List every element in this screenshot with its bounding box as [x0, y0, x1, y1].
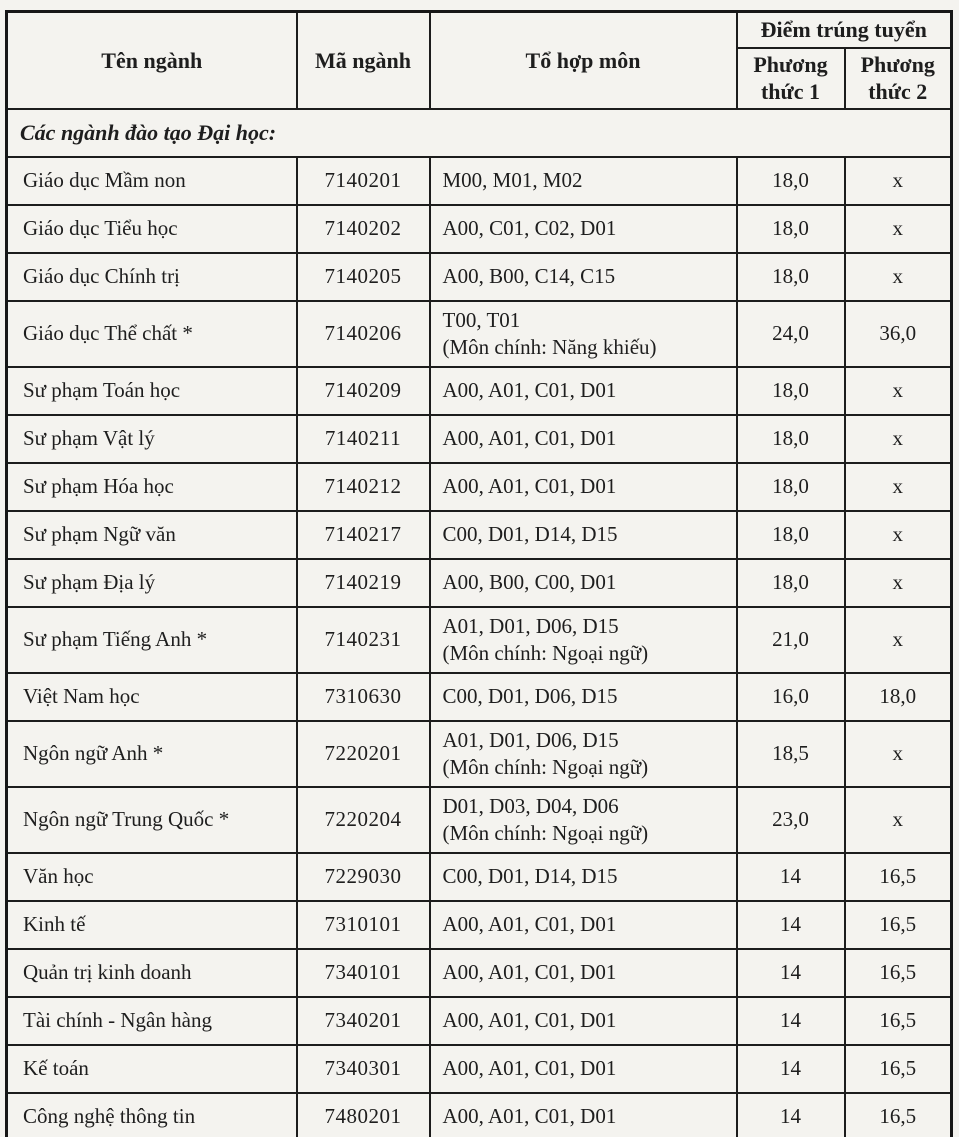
table-row	[7, 205, 952, 253]
table-row	[7, 721, 952, 787]
score-method1-cell: 21,0	[737, 607, 845, 673]
subject-combo-cell	[430, 673, 737, 721]
combo-main-subject-note: (Môn chính: Ngoại ngữ)	[442, 754, 649, 779]
table-row	[7, 301, 952, 367]
score-method1-cell: 18,0	[737, 157, 845, 205]
table-body	[7, 109, 952, 1137]
score-method2-cell: 16,5	[845, 853, 952, 901]
major-code-cell: 7340201	[297, 997, 430, 1045]
major-code-cell: 7310630	[297, 673, 430, 721]
col-header-ma-nganh: Mã ngành	[297, 12, 430, 109]
score-method1-cell: 14	[737, 853, 845, 901]
table-row	[7, 787, 952, 853]
major-name-cell: Giáo dục Chính trị	[7, 253, 297, 301]
major-code-cell: 7140217	[297, 511, 430, 559]
subject-combo-cell	[430, 367, 737, 415]
section-title: Các ngành đào tạo Đại học:	[7, 109, 952, 157]
score-method2-cell: 16,5	[845, 949, 952, 997]
score-method1-cell: 24,0	[737, 301, 845, 367]
subject-combo-cell	[430, 559, 737, 607]
col-header-diem-trung-tuyen: Điểm trúng tuyển	[737, 12, 952, 48]
table-row	[7, 367, 952, 415]
combo-codes: A00, A01, C01, D01	[442, 960, 617, 985]
score-method2-cell: 16,5	[845, 901, 952, 949]
major-name-cell: Kinh tế	[7, 901, 297, 949]
major-name-cell: Việt Nam học	[7, 673, 297, 721]
major-code-cell: 7140231	[297, 607, 430, 673]
score-method2-cell: 18,0	[845, 673, 952, 721]
major-code-cell: 7340101	[297, 949, 430, 997]
score-method2-cell: x	[845, 157, 952, 205]
combo-codes: A00, A01, C01, D01	[442, 912, 617, 937]
score-method1-cell: 23,0	[737, 787, 845, 853]
header-row-1	[7, 12, 952, 48]
major-code-cell: 7480201	[297, 1093, 430, 1137]
score-method2-cell: x	[845, 415, 952, 463]
table-row	[7, 1093, 952, 1137]
subject-combo-cell	[430, 301, 737, 367]
table-row	[7, 559, 952, 607]
col-header-phuong-thuc-2: Phương thức 2	[845, 48, 952, 109]
major-name-cell: Sư phạm Tiếng Anh *	[7, 607, 297, 673]
major-name-cell: Sư phạm Địa lý	[7, 559, 297, 607]
score-method2-cell: 16,5	[845, 1045, 952, 1093]
score-method1-cell: 18,0	[737, 415, 845, 463]
subject-combo-cell	[430, 511, 737, 559]
table-row	[7, 607, 952, 673]
major-code-cell: 7220201	[297, 721, 430, 787]
table-row	[7, 673, 952, 721]
score-method1-cell: 18,0	[737, 253, 845, 301]
major-code-cell: 7140211	[297, 415, 430, 463]
table-header	[7, 12, 952, 109]
subject-combo-cell	[430, 787, 737, 853]
table-row	[7, 415, 952, 463]
combo-codes: A01, D01, D06, D15	[442, 614, 619, 639]
subject-combo-cell	[430, 463, 737, 511]
score-method1-cell: 18,0	[737, 367, 845, 415]
subject-combo-cell	[430, 607, 737, 673]
score-method1-cell: 14	[737, 1093, 845, 1137]
major-code-cell: 7140201	[297, 157, 430, 205]
score-method1-cell: 14	[737, 997, 845, 1045]
major-code-cell: 7220204	[297, 787, 430, 853]
major-name-cell: Tài chính - Ngân hàng	[7, 997, 297, 1045]
combo-main-subject-note: (Môn chính: Ngoại ngữ)	[442, 820, 649, 845]
combo-codes: A00, A01, C01, D01	[442, 1008, 617, 1033]
combo-codes: T00, T01	[442, 308, 521, 333]
major-code-cell: 7140209	[297, 367, 430, 415]
score-method2-cell: 16,5	[845, 1093, 952, 1137]
table-row	[7, 853, 952, 901]
combo-codes: C00, D01, D14, D15	[442, 864, 618, 889]
combo-codes: A00, A01, C01, D01	[442, 1104, 617, 1129]
combo-main-subject-note: (Môn chính: Năng khiếu)	[442, 334, 657, 359]
subject-combo-cell	[430, 853, 737, 901]
major-name-cell: Giáo dục Mầm non	[7, 157, 297, 205]
score-method1-cell: 18,0	[737, 511, 845, 559]
score-method2-cell: 16,5	[845, 997, 952, 1045]
table-row	[7, 511, 952, 559]
combo-codes: C00, D01, D06, D15	[442, 684, 618, 709]
section-row	[7, 109, 952, 157]
major-name-cell: Sư phạm Vật lý	[7, 415, 297, 463]
major-name-cell: Công nghệ thông tin	[7, 1093, 297, 1137]
col-header-phuong-thuc-1: Phương thức 1	[737, 48, 845, 109]
subject-combo-cell	[430, 901, 737, 949]
score-method2-cell: x	[845, 205, 952, 253]
subject-combo-cell	[430, 1045, 737, 1093]
combo-codes: A01, D01, D06, D15	[442, 728, 619, 753]
combo-codes: M00, M01, M02	[442, 168, 583, 193]
combo-codes: A00, B00, C14, C15	[442, 264, 616, 289]
score-method2-cell: x	[845, 511, 952, 559]
col-header-to-hop-mon: Tổ hợp môn	[430, 12, 737, 109]
admission-score-table	[5, 10, 953, 1137]
score-method2-cell: 36,0	[845, 301, 952, 367]
subject-combo-cell	[430, 721, 737, 787]
major-name-cell: Ngôn ngữ Trung Quốc *	[7, 787, 297, 853]
major-code-cell: 7140206	[297, 301, 430, 367]
table-row	[7, 949, 952, 997]
major-code-cell: 7140202	[297, 205, 430, 253]
table-row	[7, 901, 952, 949]
combo-codes: C00, D01, D14, D15	[442, 522, 618, 547]
major-name-cell: Văn học	[7, 853, 297, 901]
combo-codes: A00, A01, C01, D01	[442, 474, 617, 499]
table-row	[7, 1045, 952, 1093]
score-method1-cell: 18,0	[737, 463, 845, 511]
major-name-cell: Sư phạm Toán học	[7, 367, 297, 415]
combo-main-subject-note: (Môn chính: Ngoại ngữ)	[442, 640, 649, 665]
score-method1-cell: 14	[737, 949, 845, 997]
score-method1-cell: 14	[737, 1045, 845, 1093]
subject-combo-cell	[430, 157, 737, 205]
score-method2-cell: x	[845, 253, 952, 301]
score-method2-cell: x	[845, 787, 952, 853]
score-method2-cell: x	[845, 559, 952, 607]
table-row	[7, 253, 952, 301]
col-header-ten-nganh: Tên ngành	[7, 12, 297, 109]
subject-combo-cell	[430, 253, 737, 301]
combo-codes: A00, A01, C01, D01	[442, 1056, 617, 1081]
table-row	[7, 997, 952, 1045]
combo-codes: D01, D03, D04, D06	[442, 794, 619, 819]
subject-combo-cell	[430, 205, 737, 253]
score-method1-cell: 14	[737, 901, 845, 949]
score-method1-cell: 16,0	[737, 673, 845, 721]
major-name-cell: Kế toán	[7, 1045, 297, 1093]
major-code-cell: 7340301	[297, 1045, 430, 1093]
score-method2-cell: x	[845, 367, 952, 415]
major-code-cell: 7140212	[297, 463, 430, 511]
major-name-cell: Giáo dục Thể chất *	[7, 301, 297, 367]
major-code-cell: 7310101	[297, 901, 430, 949]
subject-combo-cell	[430, 997, 737, 1045]
major-name-cell: Ngôn ngữ Anh *	[7, 721, 297, 787]
table-row	[7, 463, 952, 511]
subject-combo-cell	[430, 1093, 737, 1137]
score-method2-cell: x	[845, 607, 952, 673]
score-method1-cell: 18,0	[737, 559, 845, 607]
major-name-cell: Giáo dục Tiểu học	[7, 205, 297, 253]
major-name-cell: Sư phạm Hóa học	[7, 463, 297, 511]
major-code-cell: 7140205	[297, 253, 430, 301]
subject-combo-cell	[430, 949, 737, 997]
major-code-cell: 7140219	[297, 559, 430, 607]
major-name-cell: Quản trị kinh doanh	[7, 949, 297, 997]
combo-codes: A00, B00, C00, D01	[442, 570, 617, 595]
combo-codes: A00, A01, C01, D01	[442, 378, 617, 403]
major-name-cell: Sư phạm Ngữ văn	[7, 511, 297, 559]
combo-codes: A00, C01, C02, D01	[442, 216, 617, 241]
score-method2-cell: x	[845, 721, 952, 787]
subject-combo-cell	[430, 415, 737, 463]
table-row	[7, 157, 952, 205]
major-code-cell: 7229030	[297, 853, 430, 901]
combo-codes: A00, A01, C01, D01	[442, 426, 617, 451]
score-method2-cell: x	[845, 463, 952, 511]
score-method1-cell: 18,0	[737, 205, 845, 253]
score-method1-cell: 18,5	[737, 721, 845, 787]
